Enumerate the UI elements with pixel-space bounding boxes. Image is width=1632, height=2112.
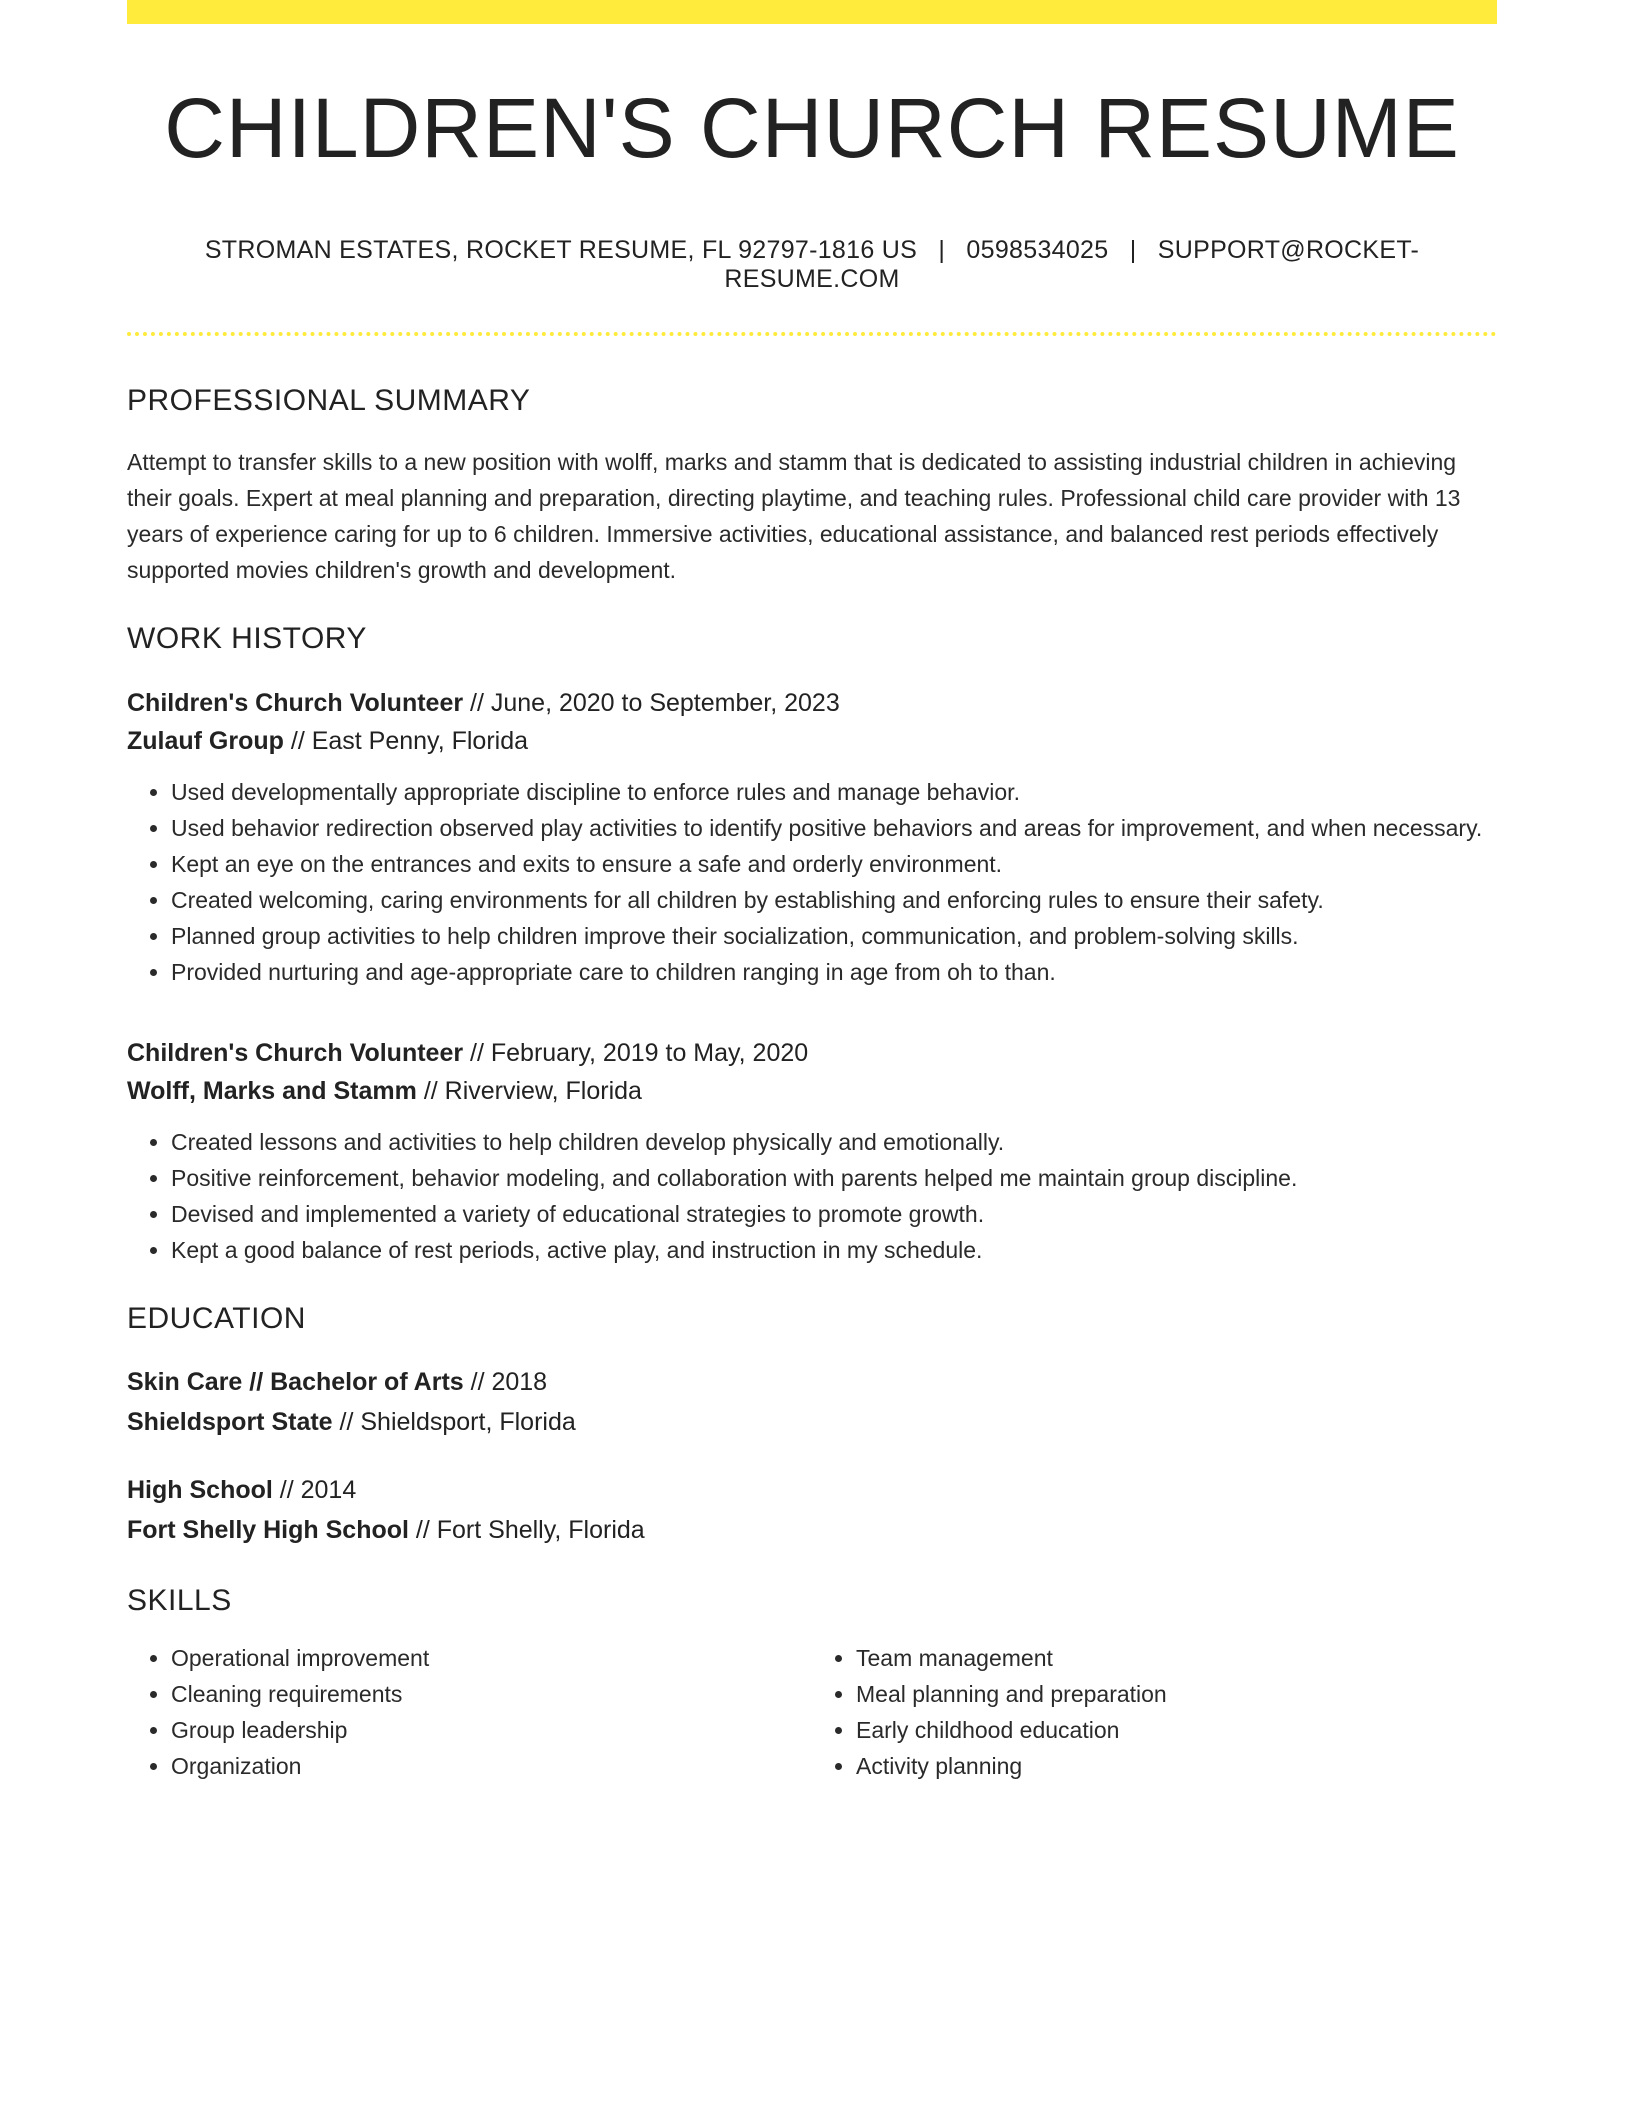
list-item: • Used developmentally appropriate discipline to enforce rules and manage behavior. [171,774,1497,810]
contact-email: SUPPORT@ROCKET-RESUME.COM [724,236,1420,293]
list-item: • Planned group activities to help children improve their socialization, communication, and problem-solving skills. [171,918,1497,954]
job-dates: // February, 2019 to May, 2020 [463,1039,809,1067]
list-item: • Provided nurturing and age-appropriate care to children ranging in age from oh to than. [171,954,1497,990]
summary-heading: PROFESSIONAL SUMMARY [127,384,531,417]
contact-separator: | [1129,236,1137,264]
job-company: Wolff, Marks and Stamm [127,1077,417,1105]
list-item: • Organization [171,1748,812,1784]
job-role-line [127,1034,1497,1072]
contact-phone: 0598534025 [966,236,1109,264]
list-item: • Kept a good balance of rest periods, active play, and instruction in my schedule. [171,1232,1497,1268]
work-history-heading: WORK HISTORY [127,622,367,655]
resume-page [127,0,1497,1784]
contact-separator: | [938,236,946,264]
job-entry [127,1034,1497,1268]
job-company-line [127,1072,1497,1110]
job-company-line [127,722,1497,760]
education-degree: Skin Care // Bachelor of Arts [127,1368,464,1396]
list-item: • Created lessons and activities to help children develop physically and emotionally. [171,1124,1497,1160]
education-school: Fort Shelly High School [127,1516,409,1544]
skills-columns [127,1640,1497,1784]
education-location: // Shieldsport, Florida [332,1408,576,1436]
list-item: • Devised and implemented a variety of educational strategies to promote growth. [171,1196,1497,1232]
job-role-line [127,684,1497,722]
list-item: • Used behavior redirection observed play activities to identify positive behaviors and areas for improvement, and when necessary. [171,810,1497,846]
list-item: • Cleaning requirements [171,1676,812,1712]
job-role: Children's Church Volunteer [127,689,464,717]
contact-address: STROMAN ESTATES, ROCKET RESUME, FL 92797-1816 US [204,236,918,264]
job-bullets [127,1124,1497,1268]
education-entry [127,1470,1497,1550]
contact-line [127,236,1497,294]
job-location: // Riverview, Florida [416,1077,642,1105]
list-item: • Team management [856,1640,1497,1676]
education-heading: EDUCATION [127,1302,306,1335]
list-item: • Group leadership [171,1712,812,1748]
dotted-divider [127,332,1497,336]
education-school-line [127,1510,1497,1550]
skills-list-right [812,1640,1497,1784]
education-year: // 2014 [272,1476,357,1504]
list-item: • Activity planning [856,1748,1497,1784]
education-year: // 2018 [463,1368,548,1396]
job-dates: // June, 2020 to September, 2023 [463,689,840,717]
skills-list-left [127,1640,812,1784]
summary-text: Attempt to transfer skills to a new position with wolff, marks and stamm that is dedicated to assisting industrial children in achieving their goals. Expert at meal planning and preparation, directing playtime, and teaching rules. Professional child care provider with 13 years of experience caring for up to 6 children. Immersive activities, educational assistance, and balanced rest periods effectively supported movies children's growth and development. [127,449,1461,583]
list-item: • Meal planning and preparation [856,1676,1497,1712]
education-location: // Fort Shelly, Florida [408,1516,645,1544]
education-degree: High School [127,1476,273,1504]
skills-heading: SKILLS [127,1584,232,1617]
job-bullets [127,774,1497,990]
education-degree-line [127,1362,1497,1402]
job-company: Zulauf Group [127,727,284,755]
job-location: // East Penny, Florida [283,727,529,755]
list-item: • Positive reinforcement, behavior modeling, and collaboration with parents helped me maintain group discipline. [171,1160,1497,1196]
education-degree-line [127,1470,1497,1510]
education-school: Shieldsport State [127,1408,333,1436]
resume-title: CHILDREN'S CHURCH RESUME [164,81,1460,175]
job-role: Children's Church Volunteer [127,1039,464,1067]
education-entry [127,1362,1497,1442]
list-item: • Kept an eye on the entrances and exits to ensure a safe and orderly environment. [171,846,1497,882]
education-school-line [127,1402,1497,1442]
list-item: • Early childhood education [856,1712,1497,1748]
top-accent-bar [127,0,1497,24]
list-item: • Operational improvement [171,1640,812,1676]
job-entry [127,684,1497,990]
list-item: • Created welcoming, caring environments for all children by establishing and enforcing rules to ensure their safety. [171,882,1497,918]
